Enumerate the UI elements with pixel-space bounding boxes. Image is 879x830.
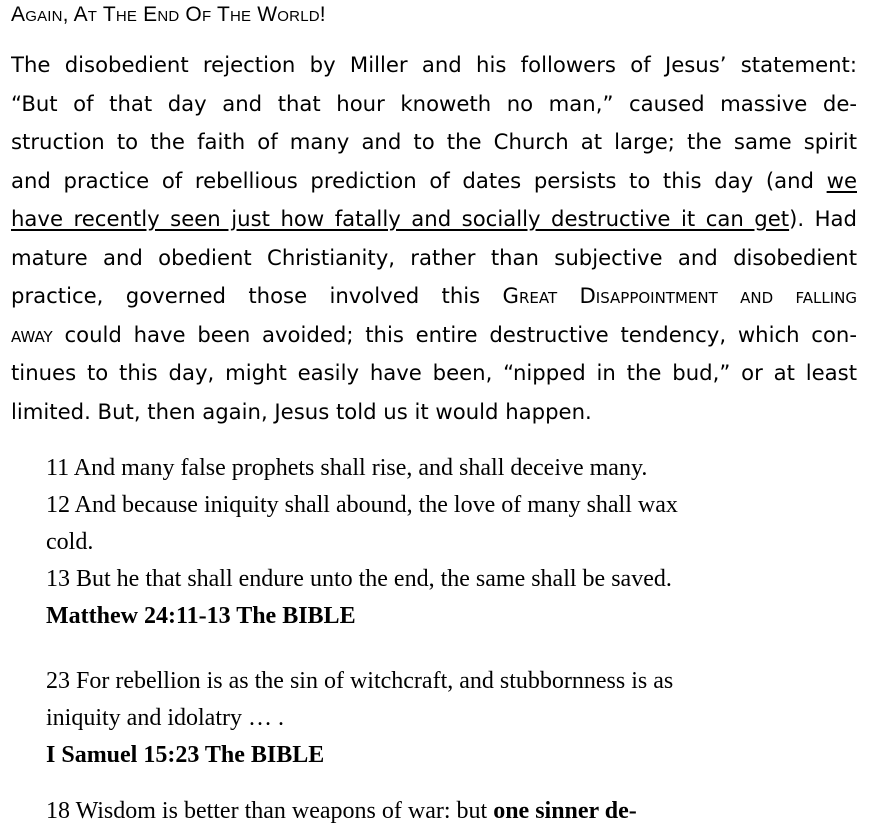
verse-line <box>46 793 637 830</box>
paragraph-text: ). Had <box>789 206 857 231</box>
paragraph-line: mature and obedient Christianity, rather than subjective and disobedient <box>11 244 857 270</box>
paragraph-line <box>11 316 857 355</box>
verse-text: 18 Wisdom is better than weapons of war: but <box>46 798 494 824</box>
paragraph-text: practice, governed those involved this <box>11 283 503 308</box>
paragraph-line <box>11 200 857 239</box>
scripture-quote-matthew <box>46 450 678 635</box>
underlined-text: we <box>826 167 857 193</box>
underlined-text: have recently seen just how fatally and socially destructive it can get <box>11 206 790 231</box>
paragraph-line: tinues to this day, might easily have been, “nipped in the bud,” or at least <box>11 360 857 385</box>
paragraph-line: “But of that day and that hour knoweth no man,” caused massive de- <box>11 90 857 116</box>
scripture-reference: Matthew 24:11-13 The BIBLE <box>46 603 356 629</box>
small-caps-phrase: Great Disappointment and falling <box>502 283 857 308</box>
verse-line: 12 And because iniquity shall abound, the love of many shall wax <box>46 492 678 518</box>
paragraph-line: struction to the faith of many and to the Church at large; the same spirit <box>11 129 857 154</box>
verse-bold-text: one sinner de- <box>493 798 637 824</box>
paragraph-text: and practice of rebellious prediction of dates persists to this day (and <box>11 167 827 193</box>
paragraph-line: The disobedient rejection by Miller and his followers of Jesus’ statement: <box>11 52 857 77</box>
paragraph-line <box>11 277 857 316</box>
section-heading: Again, At The End Of The World! <box>11 3 326 26</box>
paragraph-text: could have been avoided; this entire destructive tendency, which con- <box>52 321 857 347</box>
scripture-reference: I Samuel 15:23 The BIBLE <box>46 742 325 768</box>
verse-line: 11 And many false prophets shall rise, and shall deceive many. <box>46 455 648 481</box>
verse-line: 23 For rebellion is as the sin of witchcraft, and stubbornness is as <box>46 668 674 694</box>
paragraph-line <box>11 162 857 201</box>
verse-line: cold. <box>46 529 94 555</box>
scripture-quote-samuel <box>46 663 673 774</box>
body-paragraph <box>11 46 857 431</box>
scripture-quote-ecclesiastes <box>46 793 637 830</box>
paragraph-line: limited. But, then again, Jesus told us it would happen. <box>11 398 592 424</box>
verse-line: iniquity and idolatry … . <box>46 705 284 731</box>
verse-line: 13 But he that shall endure unto the end, the same shall be saved. <box>46 566 672 592</box>
small-caps-phrase: away <box>11 321 53 347</box>
